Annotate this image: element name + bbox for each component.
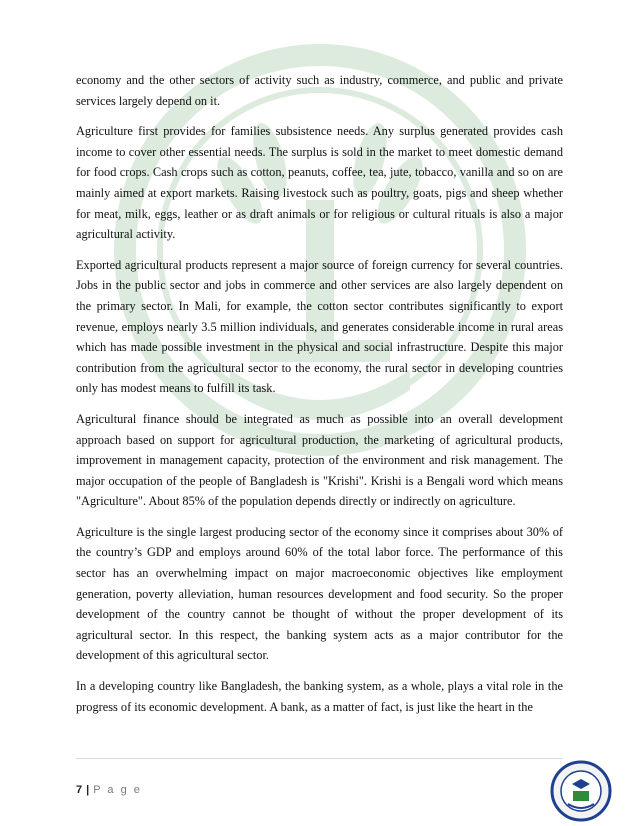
paragraph-5: Agriculture is the single largest producing sector of the economy since it comprises about 30% of the country’s GDP and employs around 60% of the total labor force. The performance of this sector has an overwhelming impact on major macroeconomic objectives like employment generation, poverty alleviation, human resources development and food security. So the proper development of the country cannot be thought of without the proper development of its agricultural sector. In this respect, the banking system acts as a major contributor for the development of this agricultural sector. xyxy=(76,524,563,663)
body-text xyxy=(76,70,563,727)
page-footer xyxy=(76,784,142,796)
paragraph-1: economy and the other sectors of activity such as industry, commerce, and public and private services largely depend on it. xyxy=(76,73,563,108)
paragraph-2: Agriculture first provides for families subsistence needs. Any surplus generated provides cash income to cover other essential needs. The surplus is sold in the market to meet domestic demand for food crops. Cash crops such as cotton, peanuts, coffee, tea, jute, tobacco, vanilla and so on are mainly aimed at export markets. Raising livestock such as poultry, goats, pigs and sheep whether for meat, milk, eggs, leather or as draft animals or for religious or cultural rituals is also a major agricultural activity. xyxy=(76,124,563,242)
university-seal-icon xyxy=(550,760,612,822)
paragraph-6: In a developing country like Bangladesh, the banking system, as a whole, plays a vital role in the progress of its economic development. A bank, as a matter of fact, is just like the heart in the xyxy=(76,679,563,714)
footer-rule xyxy=(76,758,563,759)
page-label: P a g e xyxy=(93,784,142,796)
page-number: 7 xyxy=(76,784,84,796)
paragraph-4: Agricultural finance should be integrated as much as possible into an overall development approach based on support for agricultural production, the marketing of agricultural products, improvement in management capacity, protection of the environment and risk management. The major occupation of the people of Bangladesh is "Krishi". Krishi is a Bengali word which means "Agriculture". About 85% of the population depends directly or indirectly on agriculture. xyxy=(76,411,563,509)
page-separator: | xyxy=(86,784,91,796)
paragraph-3: Exported agricultural products represent a major source of foreign currency for several countries. Jobs in the public sector and jobs in commerce and other services are also largely dependent on the primary sector. In Mali, for example, the cotton sector contributes significantly to export revenue, employs nearly 3.5 million individuals, and generates considerable income in rural areas which has made possible investment in the physical and social infrastructure. Despite this major contribution from the agricultural sector to the economy, the rural sector in developing countries only has modest means to fulfill its task. xyxy=(76,257,563,396)
